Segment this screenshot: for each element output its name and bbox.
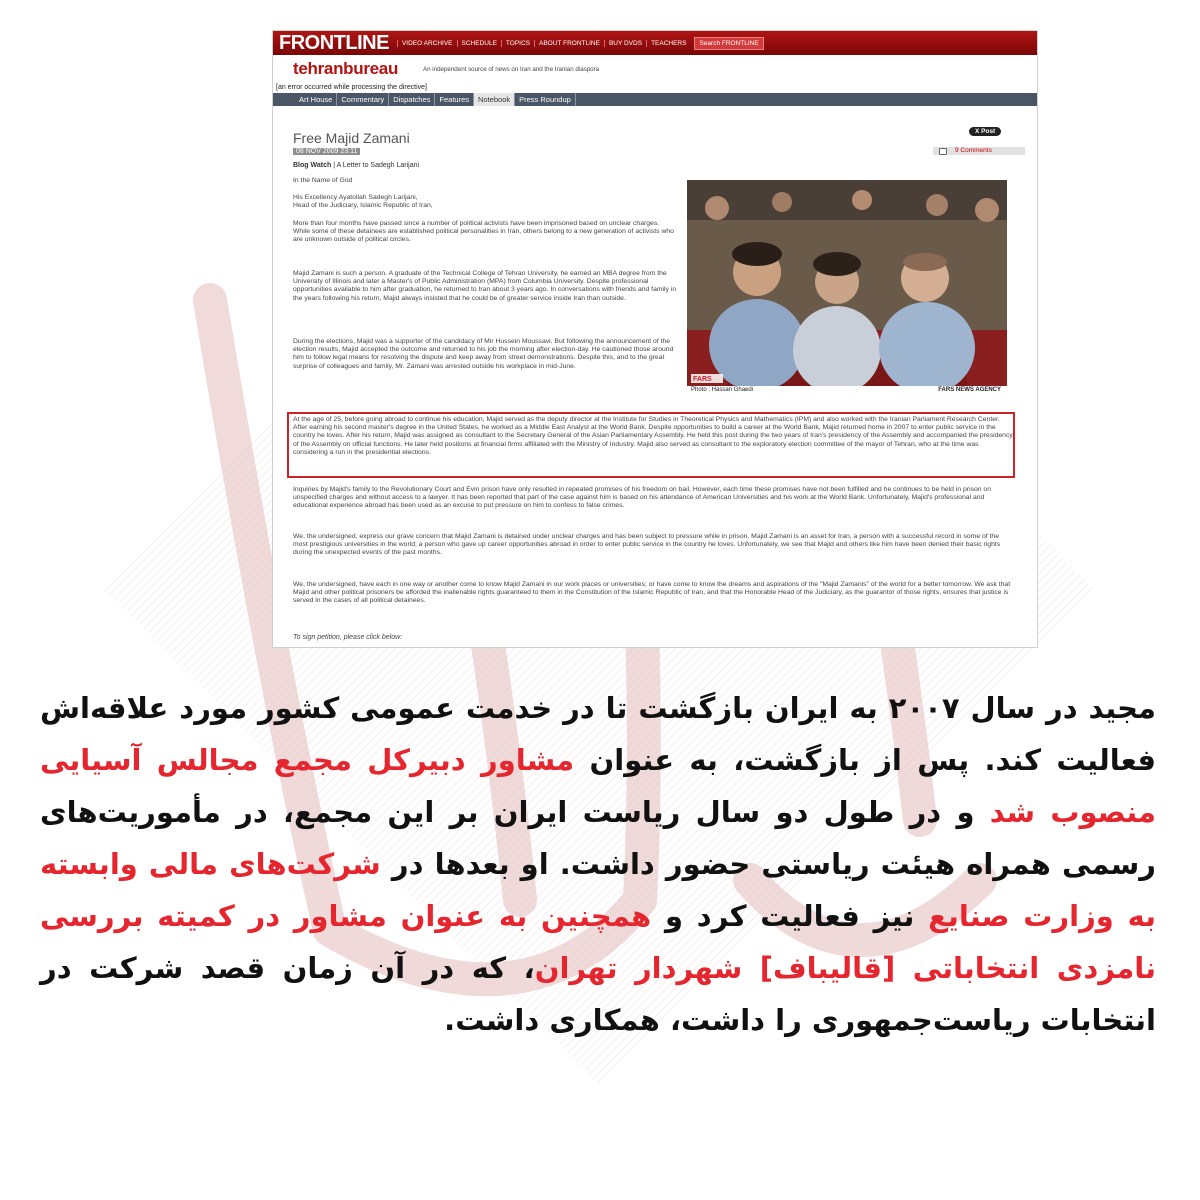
greeting: In the Name of God xyxy=(293,177,353,184)
frontline-nav xyxy=(397,40,691,47)
paragraph-3: During the elections, Majid was a supporter of the candidacy of Mir Hussein Moussavi. But following the announcement of the election results, Majid accepted the outcome and returned to his job the morning after election-day. He cautioned those around him to follow legal means for resolving the dispute and keep away from street demonstrations. Despite this, and to the great surprise of colleagues and family, Mr. Zamani was arrested outside his workplace in mid-June. xyxy=(293,338,674,370)
paragraph-4-highlighted: At the age of 25, before going abroad to continue his education, Majid served as the deputy director at the Institute for Studies in Theoretical Physics and Mathematics (IPM) and also worked with the Iranian Parliament Research Center. After earning his second master's degree in the United States, he worked as a Middle East Analyst at the World Bank. Despite opportunities to build a career at the World Bank, Majid returned home in 2007 to enter public service in the country he loves. After his return, Majid was assigned as consultant to the Secretary General of the Asian Parliamentary Assembly. He held this post during the two years of Iran's presidency of the Assembly and accompanied the presidency of the Assembly on official functions. He later held positions at financial firms affiliated with the Ministry of Industry. Majid also served as consultant to the exploratory election committee of the mayor of Tehran, who at the time was considering a run in the presidential elections. xyxy=(293,416,1013,456)
blog-watch-label[interactable]: Blog Watch xyxy=(293,162,332,169)
caption-highlight-1: مشاور دبیرکل مجمع مجالس آسیایی منصوب شد xyxy=(40,743,1157,829)
frontline-header xyxy=(273,31,1037,55)
section-nav xyxy=(273,93,1037,106)
paragraph-6: We, the undersigned, express our grave concern that Majid Zamani is detained under unclear charges and has been subject to pressure while in prison. Majid Zamani is an asset for Iran, a person with a successful record in some of the most prestigious universities in the world; a person who gave up career opportunities abroad in order to enter public service in the country he loves. Unfortunately, we see that Majid and others like him have been denied their basic rights during the unexpected events of the past months. xyxy=(293,533,1001,557)
tehranbureau-banner xyxy=(273,55,1037,83)
article-body xyxy=(273,106,1037,646)
paragraph-7: We, the undersigned, have each in one way or another come to know Majid Zamani in our work places or universities; or have come to know the dreams and aspirations of the "Majid Zamanis" of the world for a better tomorrow. We ask that Majid and other political prisoners be afforded the inalienable rights guaranteed to them in the Constitution of the Islamic Republic of Iran, and that the Honorable Head of the Judiciary, as the guarantor of those rights, ensures that justice is served in the cases of all political detainees. xyxy=(293,581,1011,605)
sign-petition-text[interactable]: To sign petition, please click below: xyxy=(293,634,403,641)
addressee-line-1: His Excellency Ayatollah Sadegh Larijani, xyxy=(293,194,418,201)
paragraph-5: Inquiries by Majid's family to the Revolutionary Court and Evin prison have only resulted in repeated promises of his freedom on bail. However, each time these promises have not been fulfilled and he continues to be held in prison on unspecified charges and without access to a lawyer. It has been reported that part of the case against him is based on his attendance of American Universities and his work at the World Bank. Unfortunately, Majid's professional and educational experience abroad has been used as an excuse to put pressure on him to confess to false crimes. xyxy=(293,486,991,510)
photo-caption xyxy=(687,386,1007,396)
paragraph-2: Majid Zamani is such a person. A graduate of the Technical College of Tehran University, he earned an MBA degree from the University of Illinois and later a Master's of Public Administration (MPA) from Columbia University. Despite professional opportunities available to him after graduation, he returned to Iran about 3 years ago. In conversations with friends and family in the years following his return, Majid always insisted that he could be of greater service inside Iran than outside. xyxy=(293,270,677,302)
article-date: 08 NOV 2009 23:11 xyxy=(293,148,360,155)
article-title: Free Majid Zamani xyxy=(293,130,410,146)
persian-caption xyxy=(40,682,1156,1046)
tehranbureau-logo[interactable]: tehranbureau xyxy=(293,59,399,78)
caption-segment-4: ، که در آن زمان قصد شرکت در انتخابات ریاست‌جمهوری را داشت، همکاری داشت. xyxy=(40,951,1156,1037)
nav-topics[interactable]: TOPICS xyxy=(501,40,534,47)
nav-buy-dvds[interactable]: BUY DVDS xyxy=(604,40,646,47)
nav-teachers[interactable]: TEACHERS xyxy=(646,40,690,47)
caption-highlight-2: شرکت‌های مالی وابسته به وزارت صنایع xyxy=(40,847,1156,933)
addressee-line-2: Head of the Judiciary, Islamic Republic of Iran, xyxy=(293,202,433,209)
article-kicker xyxy=(293,162,419,169)
nav-schedule[interactable]: SCHEDULE xyxy=(457,40,501,47)
tab-dispatches[interactable]: Dispatches xyxy=(389,93,435,106)
article-subtitle: | A Letter to Sadegh Larijani xyxy=(333,162,420,169)
tab-notebook[interactable]: Notebook xyxy=(474,93,515,106)
tab-press-roundup[interactable]: Press Roundup xyxy=(515,93,576,106)
frontline-logo[interactable]: FRONTLINE xyxy=(279,31,389,54)
nav-about-frontline[interactable]: ABOUT FRONTLINE xyxy=(534,40,604,47)
fars-news-agency-label: FARS NEWS AGENCY xyxy=(938,387,1001,393)
fars-watermark: FARS xyxy=(693,376,712,383)
photo-credit: Photo : Hassan Ghaedi xyxy=(691,387,754,393)
nav-video-archive[interactable]: VIDEO ARCHIVE xyxy=(397,40,457,47)
comments-link[interactable]: 9 Comments xyxy=(933,147,1025,155)
x-post-button[interactable]: X Post xyxy=(969,127,1001,136)
article-screenshot xyxy=(272,30,1038,648)
caption-highlight-3: همچنین به عنوان مشاور در کمیته بررسی نامزدی انتخاباتی [قالیباف] شهردار تهران xyxy=(40,899,1156,985)
tab-commentary[interactable]: Commentary xyxy=(337,93,389,106)
caption-segment-2: و در طول دو سال ریاست ایران بر این مجمع، در مأموریت‌های رسمی همراه هیئت ریاستی حضور داشت. او بعدها در xyxy=(40,795,1156,881)
tab-features[interactable]: Features xyxy=(435,93,474,106)
paragraph-1: More than four months have passed since a number of political activists have been imprisoned based on unclear charges. While some of these detainees are established political personalities in Iran, others belong to a new generation of activists who are unknown outside of political circles. xyxy=(293,220,674,244)
detainees-photo xyxy=(687,180,1007,386)
caption-segment-3: نیز فعالیت کرد و xyxy=(651,899,929,933)
tehranbureau-tagline: An independent source of news on Iran and the Iranian diaspora xyxy=(423,66,600,73)
directive-error-text: [an error occurred while processing the directive] xyxy=(276,84,427,91)
search-frontline-button[interactable]: Search FRONTLINE xyxy=(694,37,763,50)
caption-segment-1: مجید در سال ۲۰۰۷ به ایران بازگشت تا در خدمت عمومی کشور مورد علاقه‌اش فعالیت کند. پس از بازگشت، به عنوان xyxy=(40,691,1156,777)
tab-art-house[interactable]: Art House xyxy=(295,93,337,106)
comment-icon xyxy=(939,148,947,155)
